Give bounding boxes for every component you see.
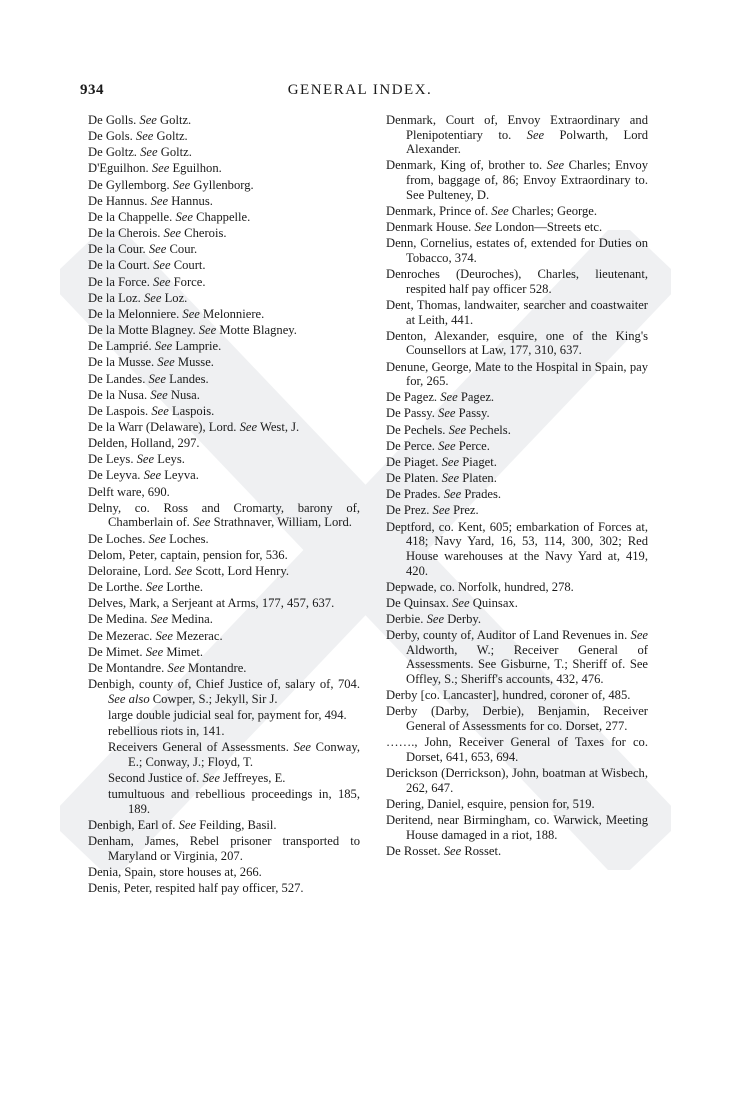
reference-target: Goltz. (153, 129, 188, 144)
reference-target: Passy. (455, 406, 490, 421)
see-reference: See (198, 323, 217, 338)
see-reference: See (148, 242, 167, 257)
reference-target: Lorthe. (163, 580, 204, 595)
entry-text: De Medina. (88, 612, 151, 627)
entry-text: Depwade, co. Norfolk, hundred, 278. (386, 579, 574, 594)
entry-text: De Montandre. (88, 660, 168, 675)
see-reference: See (150, 193, 169, 208)
index-entry (88, 194, 360, 209)
entry-text: De la Warr (Delaware), Lord. (88, 419, 240, 434)
entry-text: De Pechels. (386, 422, 449, 437)
reference-target: Leyva. (161, 468, 199, 483)
entry-text: De Landes. (88, 371, 149, 386)
reference-target: Aldworth, W.; Receiver General of Assessments. See Gisburne, T.; Sheriff of. See Offley, S.; Sheriff's accounts, 432, 476. (406, 642, 648, 687)
entry-text: Delves, Mark, a Serjeant at Arms, 177, 457, 637. (88, 596, 335, 611)
index-entry (386, 298, 648, 327)
see-reference: See (145, 644, 164, 659)
see-reference: See (174, 563, 193, 578)
entry-text: De Leyva. (88, 468, 144, 483)
reference-target: Pagez. (457, 390, 495, 405)
index-entry (386, 360, 648, 389)
entry-text: De Pagez. (386, 390, 441, 405)
see-reference: See (474, 220, 492, 235)
see-reference: See (167, 660, 185, 675)
see-reference: See (426, 612, 445, 626)
index-entry (386, 520, 648, 579)
entry-text: Denham, James, Rebel prisoner transported to Maryland or Virginia, 207. (88, 834, 360, 863)
index-entry (88, 645, 360, 660)
entry-text: Derby (Darby, Derbie), Benjamin, Receiver General of Assessments for co. Dorset, 277. (386, 704, 648, 734)
entry-text: De Laspois. (88, 403, 152, 418)
see-reference: See (153, 274, 171, 289)
index-entry (88, 226, 360, 241)
index-entry (88, 881, 360, 896)
reference-target: Rosset. (461, 843, 502, 858)
reference-target: Goltz. (157, 145, 192, 160)
index-entry (386, 735, 648, 764)
entry-text: De Golls. (88, 113, 140, 127)
see-reference: See (155, 628, 173, 643)
index-subentry (108, 771, 360, 786)
index-entry (386, 688, 648, 703)
see-reference: See (150, 387, 168, 402)
index-entry (88, 548, 360, 563)
reference-target: Derby. (444, 612, 481, 626)
reference-target: Melonniere. (199, 306, 265, 321)
index-entry (386, 158, 648, 202)
entry-text: Denia, Spain, store houses at, 266. (88, 864, 262, 879)
index-entry (88, 275, 360, 290)
entry-text: Deloraine, Lord. (88, 563, 175, 578)
index-entry (386, 580, 648, 595)
index-entry (88, 612, 360, 627)
see-reference: See (441, 471, 460, 486)
entry-text: Derickson (Derrickson), John, boatman at Wisbech, 262, 647. (386, 766, 648, 795)
index-entry (386, 439, 648, 454)
see-reference: See (154, 339, 173, 354)
index-entry (88, 661, 360, 676)
reference-target: Mezerac. (172, 628, 223, 643)
reference-target: Loches. (165, 531, 209, 546)
running-title: GENERAL INDEX. (287, 82, 433, 98)
index-entry (88, 178, 360, 193)
reference-target: Charles; George. (508, 203, 597, 218)
entry-text: Receivers General of Assessments. (108, 740, 294, 755)
see-reference: See (432, 503, 450, 518)
see-reference: See (491, 203, 509, 218)
reference-target: Feilding, Basil. (196, 817, 277, 832)
see-reference: See also (108, 691, 150, 706)
reference-target: London—Streets etc. (491, 220, 603, 235)
see-reference: See (136, 452, 155, 467)
reference-target: Quinsax. (469, 595, 518, 610)
entry-text: Second Justice of. (108, 770, 203, 785)
index-entry (88, 355, 360, 370)
index-entry (386, 596, 648, 611)
entry-text: De Hannus. (88, 193, 151, 208)
entry-text: De la Court. (88, 258, 154, 273)
index-entry (88, 420, 360, 435)
reference-target: Chappelle. (192, 209, 251, 224)
reference-target: Scott, Lord Henry. (192, 563, 289, 578)
index-entry (88, 258, 360, 273)
entry-text: Denis, Peter, respited half pay officer, 527. (88, 881, 304, 895)
entry-text: De la Motte Blagney. (88, 323, 199, 338)
entry-text: De la Melonniere. (88, 306, 183, 321)
entry-text: Derby, county of, Auditor of Land Revenues in. (386, 628, 631, 643)
index-entry (88, 501, 360, 530)
see-reference: See (526, 127, 545, 142)
entry-text: Denmark, Court of, Envoy Extraordinary and Plenipotentiary to. (386, 113, 648, 142)
reference-target: Piaget. (459, 454, 497, 469)
reference-target: Platen. (459, 471, 497, 486)
reference-target: Nusa. (167, 387, 200, 402)
reference-target: Pechels. (466, 422, 511, 437)
reference-target: Eguilhon. (169, 161, 222, 176)
index-entry (88, 404, 360, 419)
index-entry (88, 629, 360, 644)
index-entry (88, 242, 360, 257)
index-entry (88, 468, 360, 483)
entry-text: Delom, Peter, captain, pension for, 536. (88, 547, 288, 562)
index-entry (88, 452, 360, 467)
entry-text: De Prades. (386, 487, 444, 502)
index-entry (386, 406, 648, 421)
reference-target: West, J. (257, 419, 300, 434)
entry-text: De Mezerac. (88, 628, 156, 643)
see-reference: See (153, 258, 171, 273)
index-entry (88, 580, 360, 595)
entry-text: Derbie. (386, 612, 427, 626)
see-reference: See (139, 113, 157, 127)
index-entry (88, 323, 360, 338)
reference-target: Mimet. (163, 644, 204, 659)
index-entry (88, 485, 360, 500)
entry-text: Deptford, co. Kent, 605; embarkation of Forces at, 418; Navy Yard, 16, 53, 114, 300, 302; Red House warehouses at the Navy Yard at, 419, 420. (386, 519, 648, 578)
entry-text: Denmark, King of, brother to. (386, 158, 547, 173)
see-reference: See (441, 454, 460, 469)
entry-text: Denmark, Prince of. (386, 203, 492, 218)
reference-target: Loz. (161, 290, 188, 305)
entry-text: large double judicial seal for, payment for, 494. (108, 707, 347, 722)
index-column-right (386, 113, 648, 860)
reference-target: Motte Blagney. (216, 323, 297, 338)
entry-text: ……., John, Receiver General of Taxes for co. Dorset, 641, 653, 694. (386, 735, 648, 764)
entry-text: Denbigh, Earl of. (88, 817, 179, 832)
entry-text: De la Nusa. (88, 387, 151, 402)
see-reference: See (163, 226, 182, 241)
index-entry (88, 291, 360, 306)
see-reference: See (140, 145, 158, 160)
see-reference: See (143, 468, 162, 483)
entry-text: De la Chappelle. (88, 209, 176, 224)
index-entry (88, 834, 360, 863)
reference-target: Lamprie. (172, 339, 222, 354)
entry-text: De la Loz. (88, 290, 144, 305)
entry-text: De Mimet. (88, 644, 146, 659)
index-entry (386, 844, 648, 859)
see-reference: See (448, 422, 467, 437)
page-number: 934 (80, 82, 104, 98)
see-reference: See (150, 612, 169, 627)
entry-text: rebellious riots in, 141. (108, 723, 225, 738)
entry-text: De Loches. (88, 531, 149, 546)
entry-text: Denn, Cornelius, estates of, extended for Duties on Tobacco, 374. (386, 236, 648, 265)
index-entry (386, 487, 648, 502)
reference-target: Jeffreyes, E. (219, 770, 286, 785)
index-entry (386, 267, 648, 296)
reference-target: Cour. (166, 242, 198, 257)
entry-text: De Prez. (386, 503, 433, 518)
see-reference: See (202, 770, 220, 785)
index-entry (88, 339, 360, 354)
see-reference: See (443, 487, 462, 502)
index-entry (386, 390, 648, 405)
index-entry (386, 704, 648, 733)
index-entry (88, 388, 360, 403)
entry-text: Delft ware, 690. (88, 484, 170, 499)
index-subentry (108, 708, 360, 723)
see-reference: See (630, 628, 648, 643)
reference-target: Laspois. (168, 403, 215, 418)
entry-text: Denbigh, county of, Chief Justice of, salary of, 704. (88, 676, 360, 691)
index-entry (386, 797, 648, 812)
index-entry (88, 113, 360, 128)
see-reference: See (157, 355, 175, 370)
see-reference: See (178, 817, 197, 832)
entry-text: De Platen. (386, 471, 442, 486)
see-reference: See (143, 290, 162, 305)
entry-text: De Gols. (88, 129, 136, 144)
index-entry (88, 436, 360, 451)
index-entry (88, 307, 360, 322)
index-entry (88, 210, 360, 225)
see-reference: See (148, 371, 166, 386)
entry-text: Dering, Daniel, esquire, pension for, 519. (386, 796, 595, 811)
see-reference: See (151, 161, 170, 176)
entry-text: De la Cherois. (88, 226, 164, 241)
see-reference: See (440, 390, 458, 405)
reference-target: Cowper, S.; Jekyll, Sir J. (149, 691, 278, 706)
index-entry (386, 455, 648, 470)
index-entry (88, 145, 360, 160)
entry-text: De Piaget. (386, 454, 442, 469)
index-entry (386, 236, 648, 265)
see-reference: See (438, 406, 456, 421)
entry-text: tumultuous and rebellious proceedings in, 185, 189. (108, 787, 360, 816)
entry-text: De Goltz. (88, 145, 141, 160)
index-subentry (108, 740, 360, 769)
reference-target: Perce. (455, 438, 490, 453)
index-entry (88, 372, 360, 387)
page-header (80, 82, 640, 104)
entry-text: Dent, Thomas, landwaiter, searcher and coastwaiter at Leith, 441. (386, 297, 648, 327)
index-entry (88, 865, 360, 880)
index-subentry (108, 724, 360, 739)
index-entry (386, 329, 648, 358)
see-reference: See (175, 209, 193, 224)
reference-target: Court. (170, 258, 206, 273)
index-entry (386, 628, 648, 687)
index-column-left (88, 113, 360, 897)
see-reference: See (151, 403, 169, 418)
reference-target: Hannus. (168, 193, 213, 208)
entry-text: De Rosset. (386, 843, 444, 858)
index-entry (386, 423, 648, 438)
entry-text: Deritend, near Birmingham, co. Warwick, Meeting House damaged in a riot, 188. (386, 813, 648, 842)
index-entry (386, 503, 648, 518)
reference-target: Charles; Envoy from, baggage of, 86; Envoy Extraordinary to. See Pulteney, D. (406, 158, 648, 202)
index-entry (386, 204, 648, 219)
reference-target: Goltz. (156, 113, 192, 127)
see-reference: See (135, 129, 154, 144)
see-reference: See (145, 580, 164, 595)
reference-target: Conway, E.; Conway, J.; Floyd, T. (128, 740, 360, 769)
entry-text: Delny, co. Ross and Cromarty, barony of, Chamberlain of. (88, 500, 360, 530)
see-reference: See (192, 515, 211, 530)
see-reference: See (443, 843, 462, 858)
reference-target: Landes. (165, 371, 209, 386)
reference-target: Strathnaver, William, Lord. (210, 515, 352, 530)
entry-text: Derby [co. Lancaster], hundred, coroner of, 485. (386, 688, 631, 703)
index-entry (386, 471, 648, 486)
index-entry (386, 612, 648, 627)
entry-text: Denmark House. (386, 220, 475, 235)
index-entry (88, 161, 360, 176)
entry-text: De la Musse. (88, 355, 158, 370)
index-entry (386, 813, 648, 842)
entry-text: De Leys. (88, 452, 137, 467)
entry-text: D'Eguilhon. (88, 161, 152, 176)
index-entry (88, 129, 360, 144)
entry-text: Delden, Holland, 297. (88, 436, 200, 451)
entry-text: Denton, Alexander, esquire, one of the King's Counsellors at Law, 177, 310, 637. (386, 328, 648, 358)
reference-target: Cherois. (181, 226, 227, 241)
reference-target: Prez. (450, 503, 479, 518)
entry-text: De Quinsax. (386, 595, 453, 610)
entry-text: De la Cour. (88, 242, 149, 257)
see-reference: See (293, 740, 311, 755)
see-reference: See (148, 531, 166, 546)
reference-target: Prades. (461, 487, 502, 502)
reference-target: Medina. (168, 612, 213, 627)
see-reference: See (438, 438, 456, 453)
reference-target: Montandre. (184, 660, 247, 675)
index-entry (88, 564, 360, 579)
entry-text: Denroches (Deuroches), Charles, lieutenant, respited half pay officer 528. (386, 267, 648, 296)
reference-target: Leys. (154, 452, 185, 467)
see-reference: See (182, 306, 200, 321)
index-entry (386, 113, 648, 157)
index-entry (386, 766, 648, 795)
index-subentry (108, 787, 360, 816)
reference-target: Gyllenborg. (190, 177, 254, 192)
see-reference: See (452, 595, 470, 610)
index-entry (88, 677, 360, 706)
reference-target: Musse. (174, 355, 214, 370)
entry-text: Denune, George, Mate to the Hospital in Spain, pay for, 265. (386, 359, 648, 389)
entry-text: De Gyllemborg. (88, 177, 173, 192)
index-entry (88, 532, 360, 547)
see-reference: See (546, 158, 565, 173)
index-entry (386, 220, 648, 235)
reference-target: Polwarth, Lord Alexander. (406, 127, 649, 157)
index-entry (88, 596, 360, 611)
index-entry (88, 818, 360, 833)
entry-text: De Lorthe. (88, 580, 146, 595)
entry-text: De Passy. (386, 406, 439, 421)
see-reference: See (172, 177, 191, 192)
entry-text: De Perce. (386, 438, 439, 453)
entry-text: De Lamprié. (88, 339, 155, 354)
see-reference: See (239, 419, 258, 434)
entry-text: De la Force. (88, 274, 154, 289)
reference-target: Force. (170, 274, 206, 289)
